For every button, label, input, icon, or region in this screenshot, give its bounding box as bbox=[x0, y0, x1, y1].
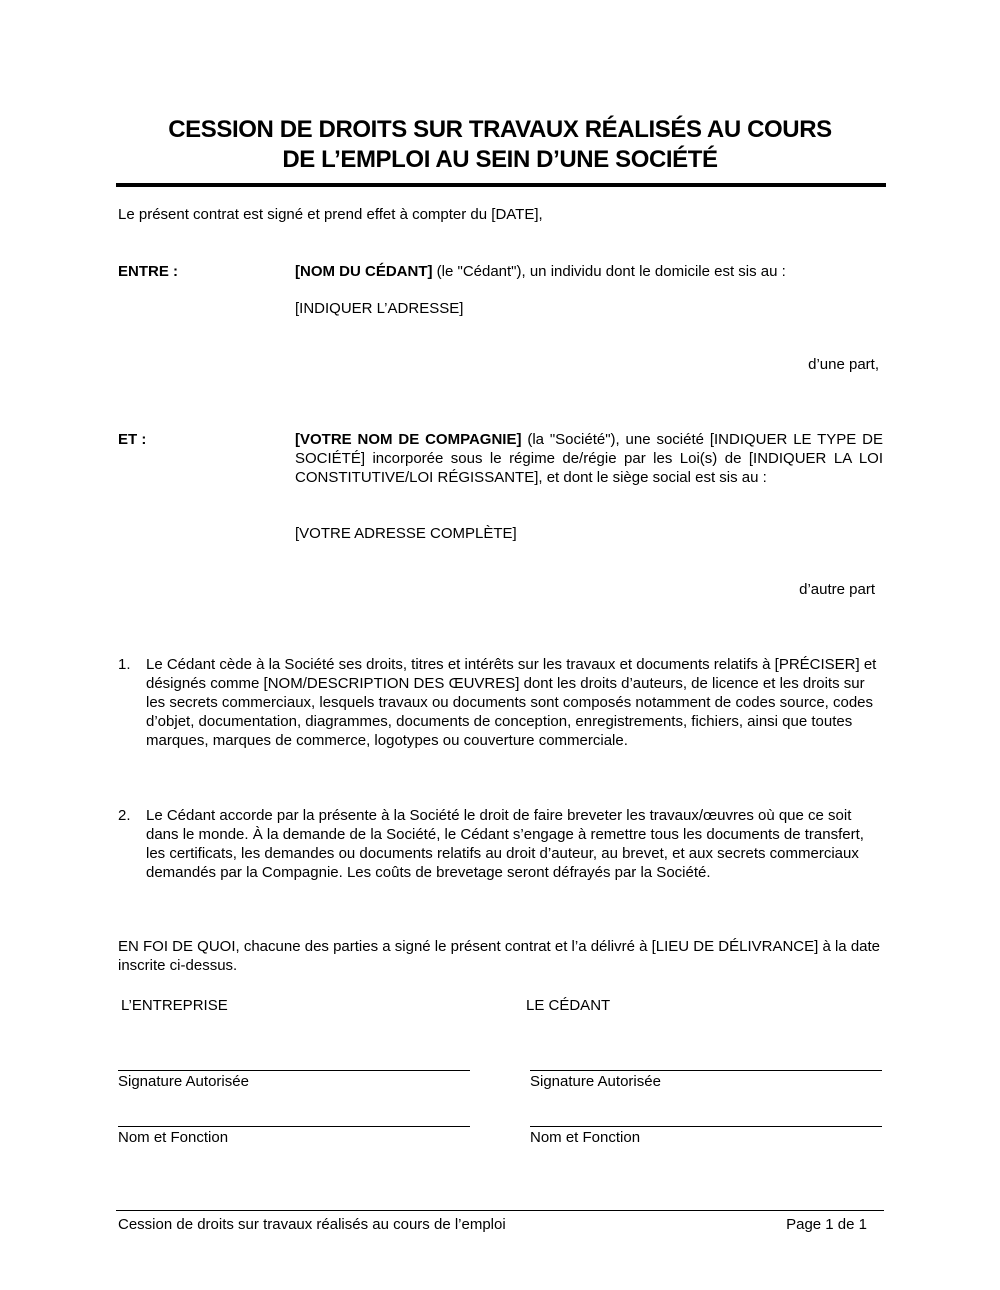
witness-text: EN FOI DE QUOI, chacune des parties a signé le présent contrat et l’a délivré à [LIEU DE DÉLIVRANCE] à la date inscrite ci-dessus. bbox=[118, 938, 881, 974]
party1-label: ENTRE : bbox=[118, 263, 178, 280]
party1-name: [NOM DU CÉDANT] bbox=[295, 263, 433, 280]
clause-number: 2. bbox=[118, 807, 131, 824]
party2-address: [VOTRE ADRESSE COMPLÈTE] bbox=[295, 525, 517, 542]
clause-2 bbox=[118, 806, 883, 882]
footer-rule bbox=[116, 1210, 884, 1211]
company-signature-line bbox=[118, 1070, 470, 1071]
title-rule bbox=[116, 183, 886, 187]
clause-text: Le Cédant accorde par la présente à la Société le droit de faire breveter les travaux/œuvres où que ce soit dans le monde. À la demande de la Société, le Cédant s’engage à remettre tous les documents de transfert, les certificats, les demandes ou documents relatifs au droit d’auteur, au brevet, et aux secrets commerciaux demandés par la Compagnie. Les coûts de brevetage seront défrayés par la Société. bbox=[146, 807, 864, 881]
party2-name: [VOTRE NOM DE COMPAGNIE] bbox=[295, 431, 522, 448]
assignor-name-label: Nom et Fonction bbox=[530, 1129, 641, 1146]
party1-desc: (le "Cédant"), un individu dont le domicile est sis au : bbox=[432, 263, 786, 280]
party1-address: [INDIQUER L’ADRESSE] bbox=[295, 300, 464, 317]
party1-closing: d’une part, bbox=[808, 356, 879, 373]
document-title bbox=[100, 115, 900, 175]
title-line-2: DE L’EMPLOI AU SEIN D’UNE SOCIÉTÉ bbox=[282, 146, 718, 173]
assignor-signature-line bbox=[530, 1070, 882, 1071]
company-heading: L’ENTREPRISE bbox=[121, 997, 228, 1014]
clause-1 bbox=[118, 655, 883, 750]
assignor-signature-label: Signature Autorisée bbox=[530, 1073, 661, 1090]
party2-desc: (la "Société"), une société [INDIQUER LE TYPE DE SOCIÉTÉ] incorporée sous le régime de/régie par les Loi(s) de [INDIQUER LA LOI CONSTITUTIVE/LOI RÉGISSANTE], et dont le siège social est sis au : bbox=[295, 431, 883, 486]
assignor-name-line bbox=[530, 1126, 882, 1127]
title-line-1: CESSION DE DROITS SUR TRAVAUX RÉALISÉS AU COURS bbox=[168, 116, 832, 143]
footer-title: Cession de droits sur travaux réalisés au cours de l’emploi bbox=[118, 1216, 506, 1233]
assignor-heading: LE CÉDANT bbox=[526, 997, 611, 1014]
company-signature-label: Signature Autorisée bbox=[118, 1073, 249, 1090]
company-name-line bbox=[118, 1126, 470, 1127]
party2-closing: d’autre part bbox=[799, 581, 875, 598]
clause-text: Le Cédant cède à la Société ses droits, titres et intérêts sur les travaux et documents relatifs à [PRÉCISER] et désignés comme [NOM/DESCRIPTION DES ŒUVRES] dont les droits d’auteurs, de licence et les droits sur les secrets commerciaux, lesquels travaux ou documents sont composés notamment de codes source, codes d’objet, documentation, diagrammes, documents de conception, enregistrements, fichiers, ainsi que toutes marques, marques de commerce, logotypes ou couverture commerciale. bbox=[146, 656, 877, 749]
clause-number: 1. bbox=[118, 656, 131, 673]
company-name-label: Nom et Fonction bbox=[118, 1129, 229, 1146]
party1-text bbox=[295, 262, 883, 281]
party2-label: ET : bbox=[118, 431, 147, 448]
party2-text bbox=[295, 430, 883, 487]
page-number: Page 1 de 1 bbox=[786, 1216, 867, 1233]
intro-text: Le présent contrat est signé et prend effet à compter du [DATE], bbox=[118, 206, 543, 223]
